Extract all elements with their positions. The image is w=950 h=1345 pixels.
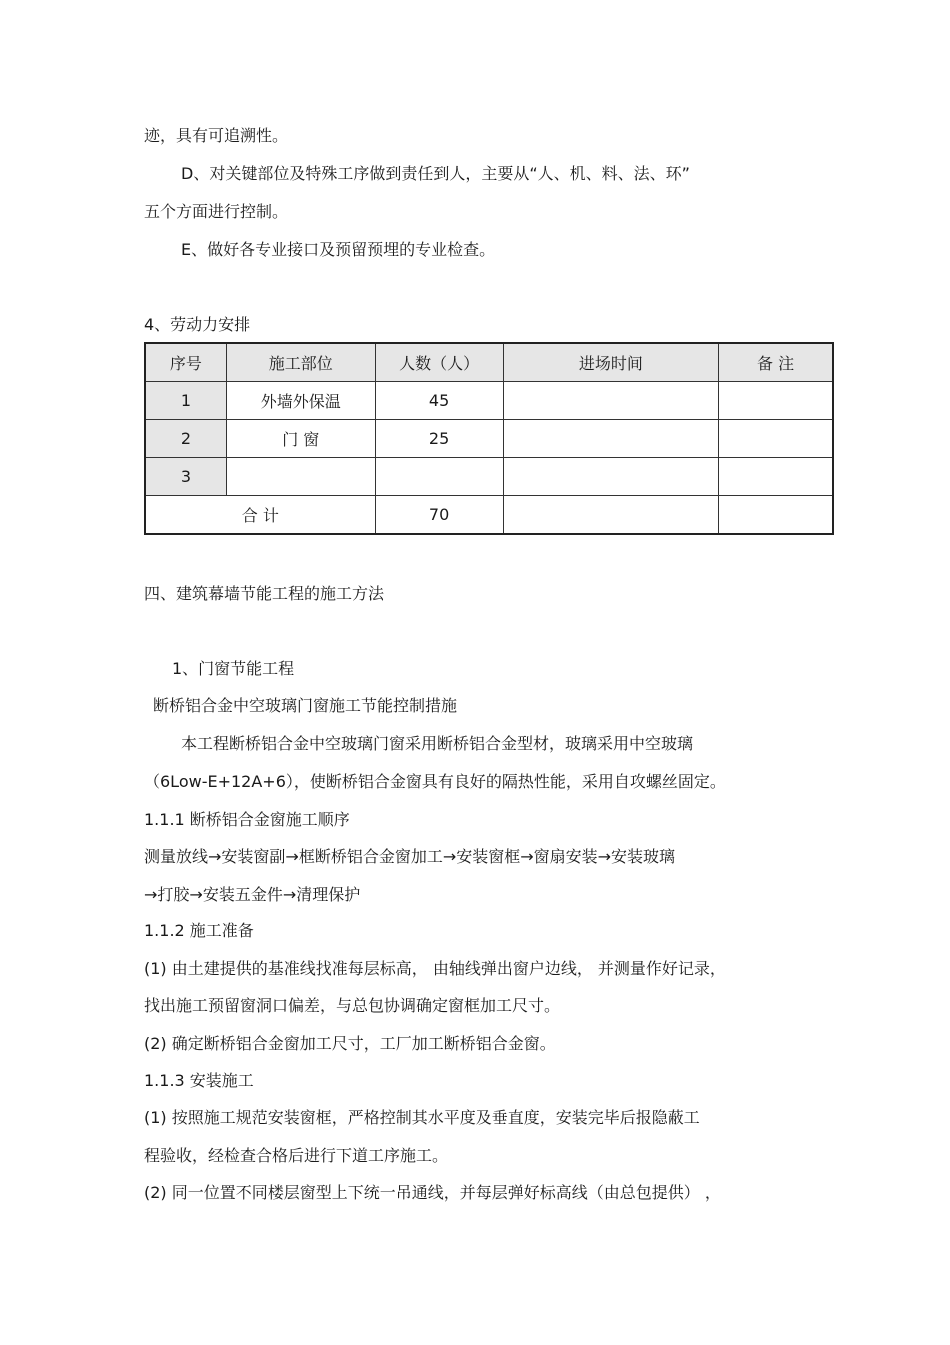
table-cell: 25 [375, 420, 503, 458]
table-total-row [145, 496, 833, 535]
table-cell [719, 496, 833, 535]
table-cell: 1 [145, 382, 226, 420]
table-row [145, 382, 833, 420]
table-cell [503, 458, 719, 496]
subsection-heading: 1.1.3 安装施工 [144, 1071, 254, 1090]
text-line: E、做好各专业接口及预留预埋的专业检查。 [181, 240, 496, 259]
text-line: （6Low-E+12A+6），使断桥铝合金窗具有良好的隔热性能，采用自攻螺丝固定。 [144, 772, 726, 791]
text-line: (1) 按照施工规范安装窗框，严格控制其水平度及垂直度，安装完毕后报隐蔽工 [144, 1108, 700, 1127]
table-row [145, 420, 833, 458]
table-cell: 45 [375, 382, 503, 420]
subsection-heading: 1、门窗节能工程 [172, 659, 295, 678]
table-cell [226, 458, 375, 496]
table-cell [719, 420, 833, 458]
header-cell: 施工部位 [226, 343, 375, 382]
header-cell: 序号 [145, 343, 226, 382]
text-line: (2) 同一位置不同楼层窗型上下统一吊通线，并每层弹好标高线（由总包提供） ， [144, 1183, 721, 1202]
subsection-heading: 1.1.2 施工准备 [144, 921, 254, 940]
text-line: 测量放线→安装窗副→框断桥铝合金窗加工→安装窗框→窗扇安装→安装玻璃 [144, 847, 676, 866]
table-cell [719, 382, 833, 420]
text-line: 五个方面进行控制。 [144, 202, 289, 221]
table-row [145, 458, 833, 496]
header-cell: 备 注 [719, 343, 833, 382]
text-line: 程验收，经检查合格后进行下道工序施工。 [144, 1146, 449, 1165]
text-line: 找出施工预留窗洞口偏差，与总包协调确定窗框加工尺寸。 [144, 996, 561, 1015]
text-line: 断桥铝合金中空玻璃门窗施工节能控制措施 [153, 696, 458, 715]
section-heading: 四、建筑幕墙节能工程的施工方法 [144, 584, 385, 603]
section-heading: 4、劳动力安排 [144, 315, 251, 334]
text-line: D、对关键部位及特殊工序做到责任到人，主要从“人、机、料、法、环” [181, 164, 690, 183]
table-cell [503, 496, 719, 535]
subsection-heading: 1.1.1 断桥铝合金窗施工顺序 [144, 810, 350, 829]
text-line: 本工程断桥铝合金中空玻璃门窗采用断桥铝合金型材，玻璃采用中空玻璃 [181, 734, 694, 753]
table-cell: 外墙外保温 [226, 382, 375, 420]
text-line: (1) 由土建提供的基准线找准每层标高， 由轴线弹出窗户边线， 并测量作好记录， [144, 959, 726, 978]
table-cell [503, 420, 719, 458]
table-cell: 2 [145, 420, 226, 458]
table-cell: 3 [145, 458, 226, 496]
text-line: 迹，具有可追溯性。 [144, 126, 289, 145]
text-line: →打胶→安装五金件→清理保护 [144, 885, 361, 904]
table-cell [719, 458, 833, 496]
table-cell [375, 458, 503, 496]
table-cell: 门 窗 [226, 420, 375, 458]
header-cell: 人数（人） [375, 343, 503, 382]
labor-table [144, 342, 834, 535]
table-header-row [145, 343, 833, 382]
total-label: 合 计 [145, 496, 375, 535]
total-count: 70 [375, 496, 503, 535]
header-cell: 进场时间 [503, 343, 719, 382]
text-line: (2) 确定断桥铝合金窗加工尺寸，工厂加工断桥铝合金窗。 [144, 1034, 556, 1053]
table-cell [503, 382, 719, 420]
